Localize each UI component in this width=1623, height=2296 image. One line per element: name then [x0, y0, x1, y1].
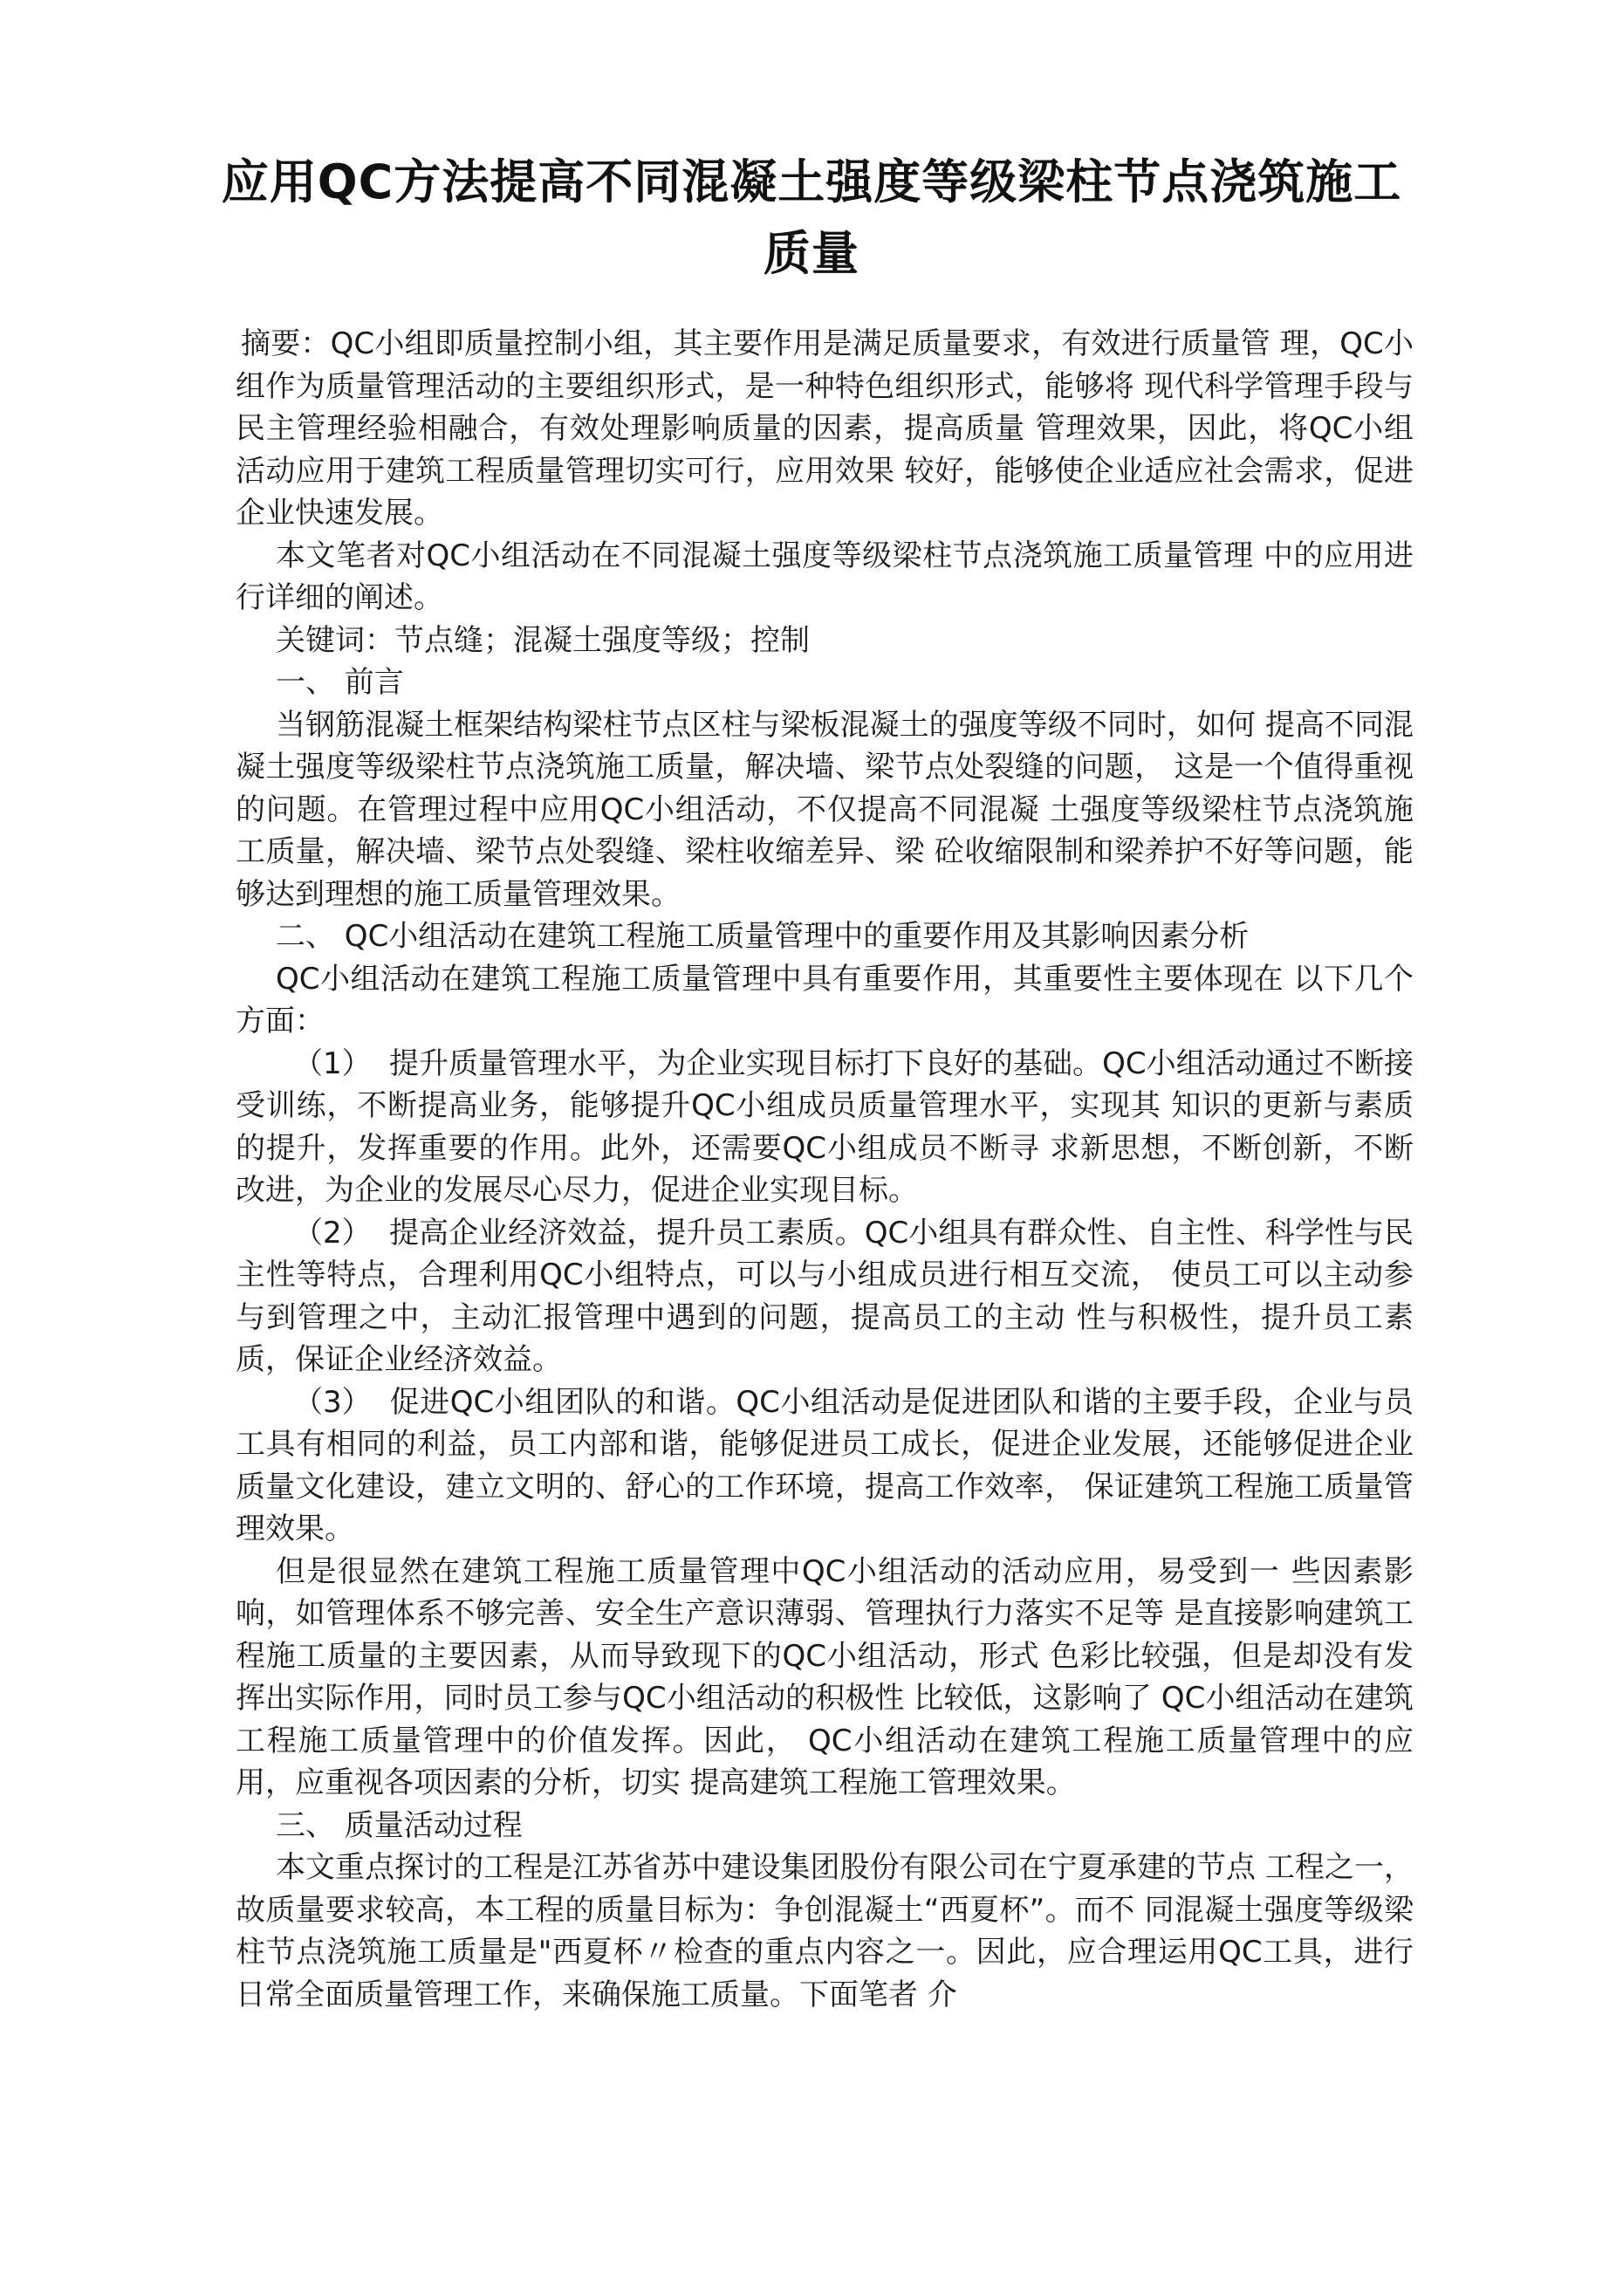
- intro-paragraph: 本文笔者对QC小组活动在不同混凝土强度等级梁柱节点浇筑施工质量管理 中的应用进行详细的阐述。: [236, 538, 1414, 615]
- list-item-1: [236, 1043, 1414, 1212]
- list-item-1-number: （1）: [293, 1045, 372, 1081]
- list-item-2-text: 提高企业经济效益，提升员工素质。QC小组具有群众性、自主性、科学性与民主性等特点，合理利用QC小组特点，可以与小组成员进行相互交流， 使员工可以主动参与到管理之中，主动汇报管理中遇到的问题，提高员工的主动 性与积极性，提升员工素质，保证企业经济效益。: [236, 1215, 1414, 1377]
- body-paragraph-1: 当钢筋混凝土框架结构梁柱节点区柱与梁板混凝土的强度等级不同时，如何 提高不同混凝土强度等级梁柱节点浇筑施工质量，解决墙、梁节点处裂缝的问题， 这是一个值得重视的问题。在管理过程中应用QC小组活动，不仅提高不同混凝 土强度等级梁柱节点浇筑施工质量，解决墙、梁节点处裂缝、梁柱收缩差异、梁 砼收缩限制和梁养护不好等问题，能够达到理想的施工质量管理效果。: [236, 707, 1414, 912]
- section-heading-2: 二、 QC小组活动在建筑工程施工质量管理中的重要作用及其影响因素分析: [276, 919, 1250, 954]
- keywords-line: 关键词：节点缝；混凝土强度等级；控制: [276, 622, 810, 658]
- body-paragraph-4: 本文重点探讨的工程是江苏省苏中建设集团股份有限公司在宁夏承建的节点 工程之一，故质量要求较高，本工程的质量目标为：争创混凝土“西夏杯”。而不 同混凝土强度等级梁柱节点浇筑施工质量是"西夏杯〃检查的重点内容之一。因此，应合理运用QC工具，进行日常全面质量管理工作，来确保施工质量。下面笔者 介: [236, 1850, 1414, 2012]
- section-heading-1: 一、 前言: [276, 665, 404, 700]
- list-item-2: [236, 1212, 1414, 1381]
- document-body: [236, 323, 1414, 2016]
- abstract-paragraph: 摘要：QC小组即质量控制小组，其主要作用是满足质量要求，有效进行质量管 理，QC小组作为质量管理活动的主要组织形式，是一种特色组织形式，能够将 现代科学管理手段与民主管理经验相融合，有效处理影响质量的因素，提高质量 管理效果，因此，将QC小组活动应用于建筑工程质量管理切实可行，应用效果 较好，能够使企业适应社会需求，促进企业快速发展。: [236, 326, 1414, 531]
- section-heading-3: 三、 质量活动过程: [276, 1807, 523, 1843]
- list-item-2-number: （2）: [293, 1215, 372, 1251]
- list-item-1-text: 提升质量管理水平，为企业实现目标打下良好的基础。QC小组活动通过不断接受训练，不断提高业务，能够提升QC小组成员质量管理水平，实现其 知识的更新与素质的提升，发挥重要的作用。此外，还需要QC小组成员不断寻 求新思想，不断创新，不断改进，为企业的发展尽心尽力，促进企业实现目标。: [236, 1045, 1414, 1208]
- document-title: 应用QC方法提高不同混凝土强度等级梁柱节点浇筑施工质量: [221, 154, 1402, 281]
- list-item-3-text: 促进QC小组团队的和谐。QC小组活动是促进团队和谐的主要手段，企业与员工具有相同的利益，员工内部和谐，能够促进员工成长，促进企业发展，还能够促进企业质量文化建设，建立文明的、舒心的工作环境，提高工作效率， 保证建筑工程施工质量管理效果。: [236, 1384, 1414, 1546]
- body-paragraph-3: 但是很显然在建筑工程施工质量管理中QC小组活动的活动应用，易受到一 些因素影响，如管理体系不够完善、安全生产意识薄弱、管理执行力落实不足等 是直接影响建筑工程施工质量的主要因素，从而导致现下的QC小组活动，形式 色彩比较强，但是却没有发挥出实际作用，同时员工参与QC小组活动的积极性 比较低，这影响了 QC小组活动在建筑工程施工质量管理中的价值发挥。因此， QC小组活动在建筑工程施工质量管理中的应用，应重视各项因素的分析，切实 提高建筑工程施工管理效果。: [236, 1553, 1414, 1800]
- body-paragraph-2: QC小组活动在建筑工程施工质量管理中具有重要作用，其重要性主要体现在 以下几个方面：: [236, 961, 1414, 1038]
- list-item-3: [236, 1381, 1414, 1551]
- list-item-3-number: （3）: [293, 1384, 372, 1420]
